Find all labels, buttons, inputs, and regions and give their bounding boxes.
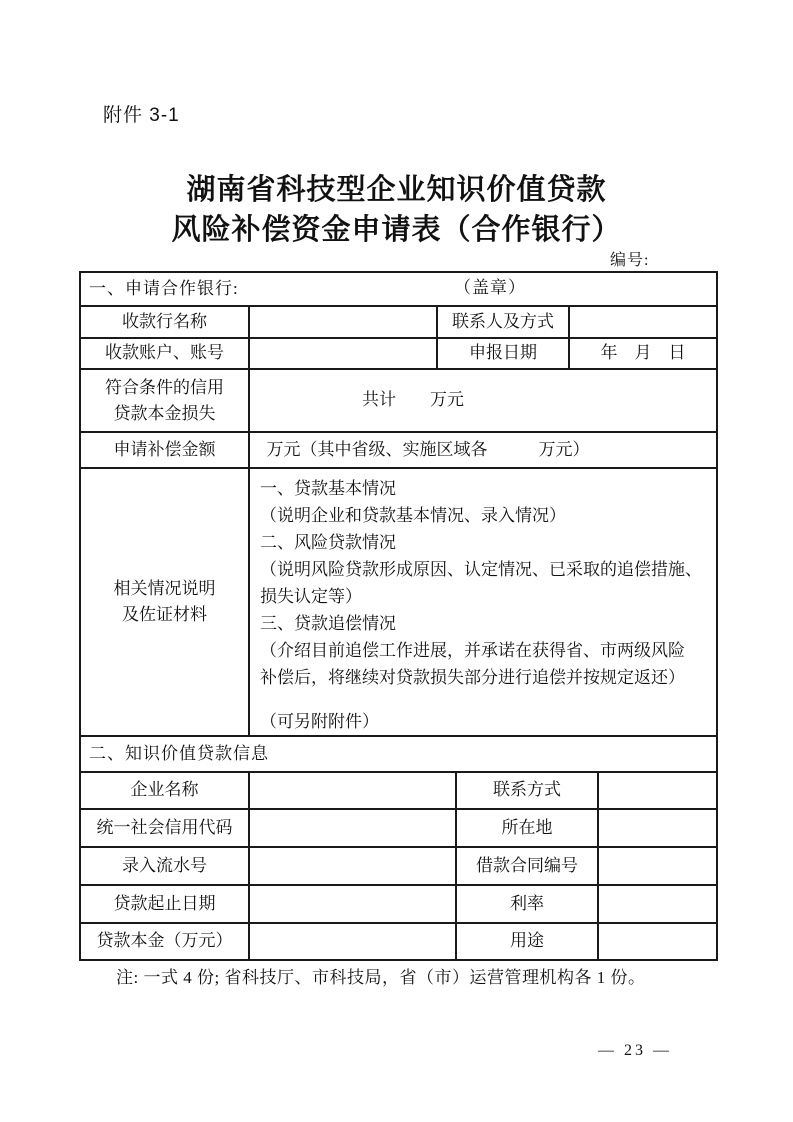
table-row [80,369,717,432]
table-row [80,809,717,847]
qualified-loss-label-line1: 符合条件的信用 [105,377,224,397]
loan-principal-label: 贷款本金（万元） [80,923,249,960]
qualified-loss-value-cell: 共计 万元 [249,369,717,432]
details-line: （介绍目前追偿工作进展，并承诺在获得省、市两级风险 [260,641,685,660]
loan-period-label: 贷款起止日期 [80,885,249,923]
loan-contract-no-label: 借款合同编号 [456,847,598,885]
attachment-label: 附件 3-1 [103,105,180,126]
enterprise-name-value-cell [249,772,456,809]
section1-header-cell [80,272,717,306]
application-form [79,271,716,961]
serial-number-label: 编号: [610,252,650,269]
table-row [80,338,717,369]
receiving-bank-name-value-cell [249,306,437,338]
loan-principal-value-cell [249,923,456,960]
table-row [80,468,717,736]
section2-table [79,735,718,961]
credit-code-value-cell [249,809,456,847]
supporting-material-label-line1: 相关情况说明 [113,579,216,598]
contact-person-label: 联系人及方式 [437,306,569,338]
credit-code-label: 统一社会信用代码 [80,809,249,847]
table-row [80,885,717,923]
supporting-material-label [80,468,249,736]
entry-serial-value-cell [249,847,456,885]
contact-method-label: 联系方式 [456,772,598,809]
qualified-loss-label [80,369,249,432]
table-row [80,923,717,960]
details-line: （说明企业和贷款基本情况、录入情况） [260,506,566,525]
purpose-label: 用途 [456,923,598,960]
details-line: 一、贷款基本情况 [260,479,396,498]
title-line-2: 风险补偿资金申请表（合作银行） [171,214,622,246]
enterprise-name-label: 企业名称 [80,772,249,809]
document-title [0,170,793,250]
table-row [80,847,717,885]
attachment-note: （可另附附件） [260,712,379,731]
location-label: 所在地 [456,809,598,847]
seal-placeholder: （盖章） [454,278,526,297]
receiving-account-label: 收款账户、账号 [80,338,249,369]
details-line: 补偿后，将继续对贷款损失部分进行追偿并按规定返还） [260,668,685,687]
compensation-amount-value-cell: 万元（其中省级、实施区域各 万元） [249,432,717,468]
page-number: — 23 — [598,1042,672,1059]
supporting-material-label-line2: 及佐证材料 [122,605,207,624]
apply-date-label: 申报日期 [437,338,569,369]
section1-header-row [80,272,717,306]
details-line: （说明风险贷款形成原因、认定情况、已采取的追偿措施、 [260,560,702,579]
table-row [80,432,717,468]
location-value-cell [598,809,717,847]
receiving-bank-name-label: 收款行名称 [80,306,249,338]
table-row [80,772,717,809]
contact-method-value-cell [598,772,717,809]
contact-person-value-cell [569,306,717,338]
section2-header-cell: 二、知识价值贷款信息 [80,736,717,772]
entry-serial-label: 录入流水号 [80,847,249,885]
section2-header-row [80,736,717,772]
qualified-loss-label-line2: 贷款本金损失 [113,403,216,423]
receiving-account-value-cell [249,338,437,369]
copies-note: 注: 一式 4 份; 省科技厅、市科技局，省（市）运营管理机构各 1 份。 [116,968,646,987]
details-line: 三、贷款追偿情况 [260,614,396,633]
purpose-value-cell [598,923,717,960]
title-line-1: 湖南省科技型企业知识价值贷款 [186,174,607,206]
apply-date-value-cell: 年 月 日 [569,338,717,369]
supporting-material-content-cell [249,468,717,736]
details-line: 损失认定等） [260,587,362,606]
table-row [80,306,717,338]
details-line: 二、风险贷款情况 [260,533,396,552]
section1-header-label: 一、申请合作银行: [89,278,239,298]
compensation-amount-label: 申请补偿金额 [80,432,249,468]
loan-period-value-cell [249,885,456,923]
interest-rate-value-cell [598,885,717,923]
loan-contract-no-value-cell [598,847,717,885]
interest-rate-label: 利率 [456,885,598,923]
section1-table [79,271,718,737]
